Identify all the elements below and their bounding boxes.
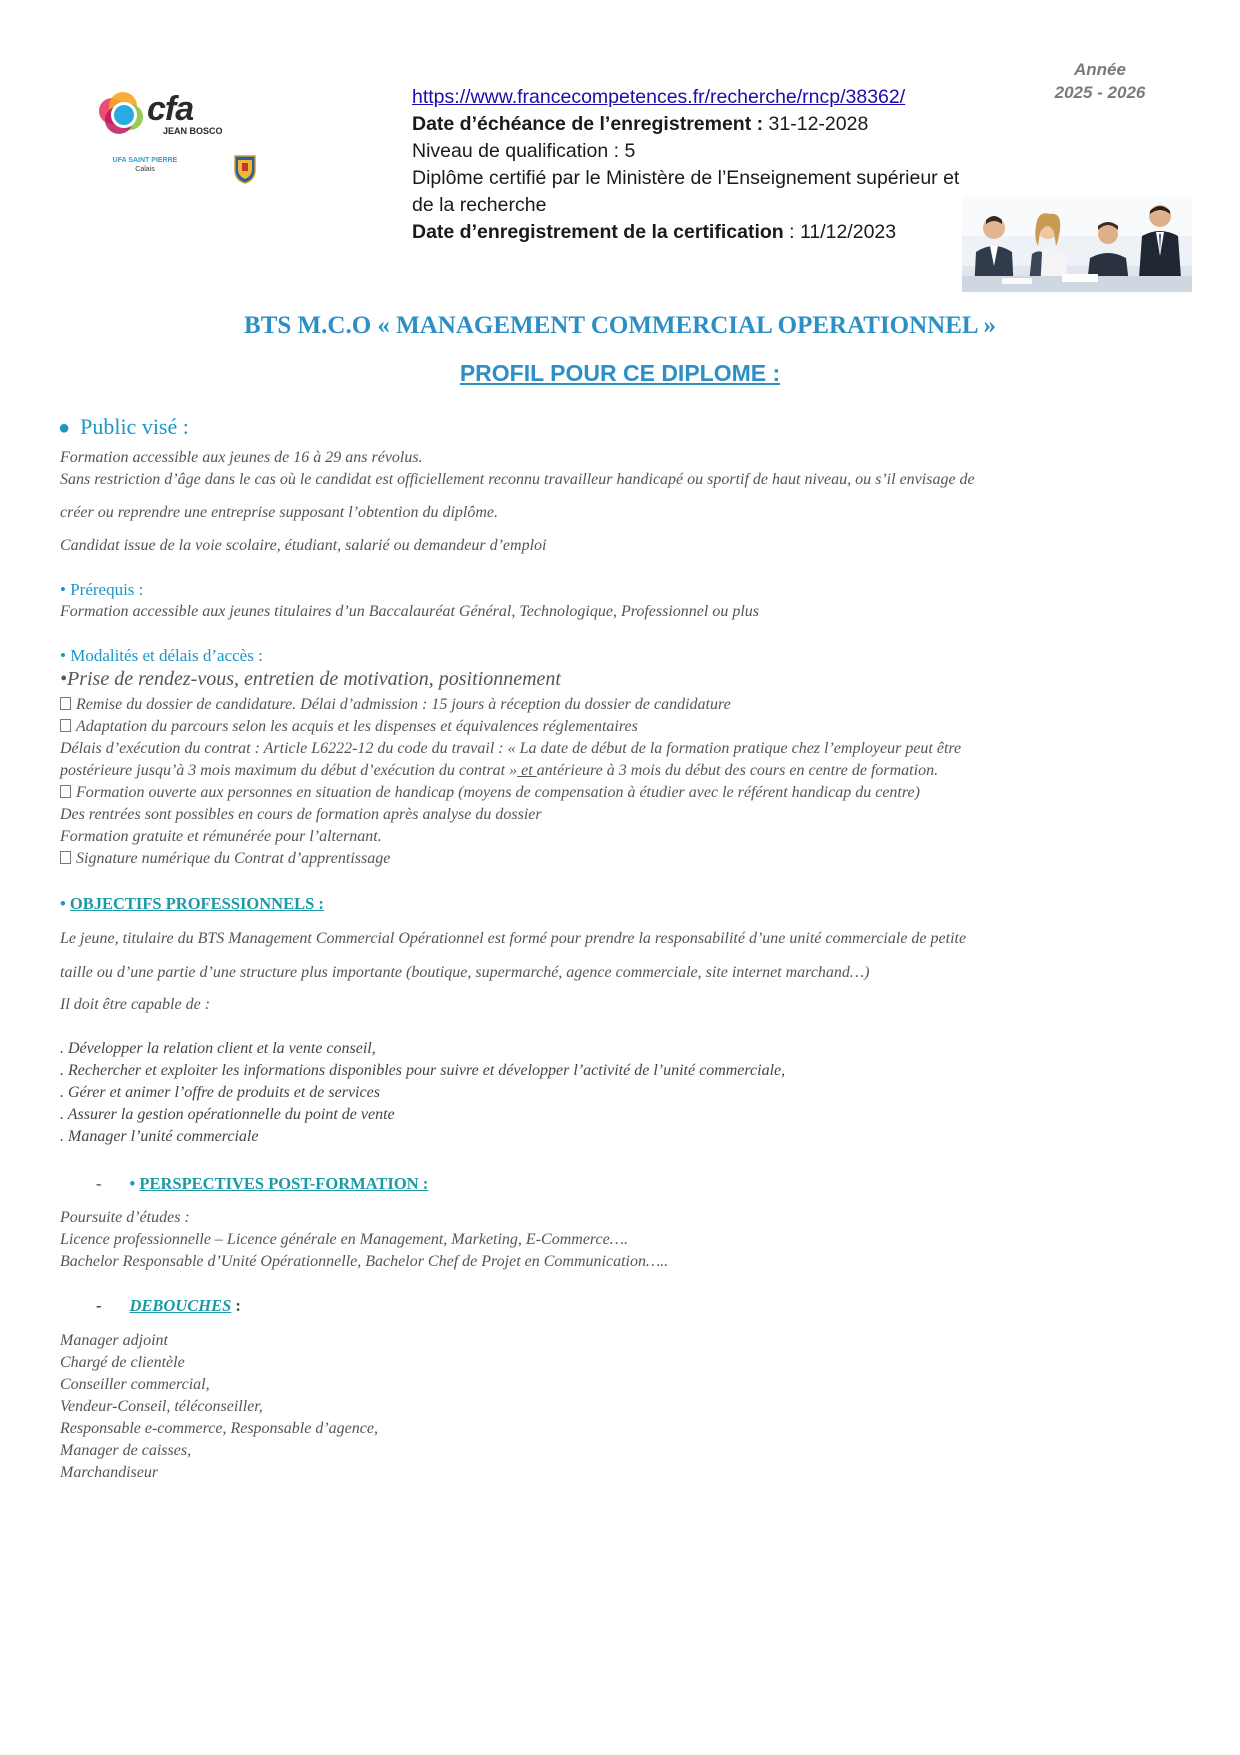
bullet-icon: ● [58,417,71,439]
objectifs-heading [60,894,324,914]
modalites-line-3: Délais d’exécution du contrat : Article L6222-12 du code du travail : « La date de début de la formation pratique chez l’employeur peut être [60,740,962,757]
logo-brand-sub: JEAN BOSCO [163,126,223,136]
cfa-logo [95,92,270,192]
modalites-line-6: Des rentrées sont possibles en cours de formation après analyse du dossier [60,806,542,823]
echeance-value: 31-12-2028 [763,113,869,135]
modalites-line-4 [60,760,938,782]
modalites-line-8 [60,848,390,870]
modalites-line-5 [60,782,920,804]
page-title: BTS M.C.O « MANAGEMENT COMMERCIAL OPERATIONNEL » [244,312,996,339]
objectifs-bullet: • [60,894,70,913]
debouche-item-5: Responsable e-commerce, Responsable d’agence, [60,1420,378,1437]
annee-block [1040,58,1160,104]
objectifs-p3: Il doit être capable de : [60,996,211,1013]
public-heading [58,414,189,440]
modalites-line-4a: postérieure jusqu’à 3 mois maximum du début d’exécution du contrat » [60,762,518,779]
debouche-item-2: Chargé de clientèle [60,1354,185,1371]
ufa-name: UFA SAINT PIERRE [112,157,178,164]
niveau-line: Niveau de qualification : 5 [412,140,636,162]
enregistrement-label: Date d’enregistrement de la certification [412,221,784,243]
perspectives-line-1: Poursuite d’études : [60,1209,190,1226]
objectifs-heading-text: OBJECTIFS PROFESSIONNELS : [69,894,324,913]
page-subtitle [0,360,1240,387]
rncp-link[interactable]: https://www.francecompetences.fr/recherche/rncp/38362/ [412,86,906,108]
public-line-1: Formation accessible aux jeunes de 16 à 29 ans révolus. [60,449,423,466]
debouches-dash: - [96,1296,102,1315]
subtitle-text: PROFIL POUR CE DIPLOME [459,360,773,386]
objectif-item-2: . Rechercher et exploiter les informations disponibles pour suivre et développer l’activité de l’unité commerciale, [60,1062,786,1079]
public-line-4: Candidat issue de la voie scolaire, étudiant, salarié ou demandeur d’emploi [60,537,547,554]
objectifs-p1: Le jeune, titulaire du BTS Management Commercial Opérationnel est formé pour prendre la responsabilité d’une unité commerciale de petite [60,930,967,947]
modalites-line-5-text: Formation ouverte aux personnes en situation de handicap (moyens de compensation à étudier avec le référent handicap du centre) [76,784,920,801]
modalites-line-1 [60,694,731,716]
debouche-item-7: Marchandiseur [60,1464,159,1481]
objectif-item-5: . Manager l’unité commerciale [60,1128,259,1145]
prerequis-heading: • Prérequis : [60,580,144,599]
public-heading-text: Public visé : [80,414,189,439]
debouche-item-1: Manager adjoint [60,1332,168,1349]
modalites-line-8-text: Signature numérique du Contrat d’apprentissage [76,850,391,867]
modalites-line-1-text: Remise du dossier de candidature. Délai d’admission : 15 jours à réception du dossier de candidature [76,696,731,713]
ufa-label [105,156,185,174]
perspectives-heading [96,1174,428,1194]
debouche-item-4: Vendeur-Conseil, téléconseiller, [60,1398,263,1415]
diplome-line-2: de la recherche [412,194,547,216]
certification-info [412,84,1022,246]
checkbox-icon [60,851,71,864]
debouche-item-3: Conseiller commercial, [60,1376,210,1393]
objectifs-p2: taille ou d’une partie d’une structure plus importante (boutique, supermarché, agence commerciale, site internet marchand…) [60,964,870,981]
public-line-2: Sans restriction d’âge dans le cas où le candidat est officiellement reconnu travailleur handicapé ou sportif de haut niveau, ou s’il envisage de [60,471,975,488]
checkbox-icon [60,785,71,798]
debouche-item-6: Manager de caisses, [60,1442,192,1459]
business-team-photo [962,196,1192,292]
checkbox-icon [60,719,71,732]
subtitle-colon: : [772,360,781,386]
objectif-item-3: . Gérer et animer l’offre de produits et de services [60,1084,380,1101]
perspectives-bullet: • [129,1174,140,1193]
crest-icon [233,154,257,184]
diplome-line-1: Diplôme certifié par le Ministère de l’Enseignement supérieur et [412,167,960,189]
modalites-line-7: Formation gratuite et rémunérée pour l’alternant. [60,828,382,845]
echeance-label: Date d’échéance de l’enregistrement : [412,113,764,135]
modalites-heading: • Modalités et délais d’accès : [60,646,263,665]
perspectives-dash: - [96,1174,102,1193]
enregistrement-value: : 11/12/2023 [783,221,897,243]
modalites-line-4c: antérieure à 3 mois du début des cours en centre de formation. [536,762,939,779]
perspectives-line-3: Bachelor Responsable d’Unité Opérationnelle, Bachelor Chef de Projet en Communication….. [60,1253,669,1270]
modalites-first: •Prise de rendez-vous, entretien de motivation, positionnement [60,668,561,690]
debouches-heading-text: DEBOUCHES [129,1296,232,1315]
logo-brand: cfa [147,90,194,128]
logo-circle-blue [111,102,137,128]
prerequis-line: Formation accessible aux jeunes titulaires d’un Baccalauréat Général, Technologique, Professionnel ou plus [60,603,760,620]
debouches-colon: : [231,1296,241,1315]
objectif-item-4: . Assurer la gestion opérationnelle du point de vente [60,1106,395,1123]
annee-value: 2025 - 2026 [1054,83,1146,102]
objectif-item-1: . Développer la relation client et la vente conseil, [60,1040,376,1057]
perspectives-line-2: Licence professionnelle – Licence générale en Management, Marketing, E-Commerce…. [60,1231,628,1248]
modalites-line-2-text: Adaptation du parcours selon les acquis et les dispenses et équivalences réglementaires [76,718,638,735]
ufa-city: Calais [135,166,155,173]
modalites-line-4b: et [517,762,537,779]
annee-label: Année [1074,60,1126,79]
public-line-3: créer ou reprendre une entreprise supposant l’obtention du diplôme. [60,504,498,521]
checkbox-icon [60,697,71,710]
debouches-heading [96,1296,241,1316]
modalites-line-2 [60,716,638,738]
perspectives-heading-text: PERSPECTIVES POST-FORMATION : [139,1174,429,1193]
